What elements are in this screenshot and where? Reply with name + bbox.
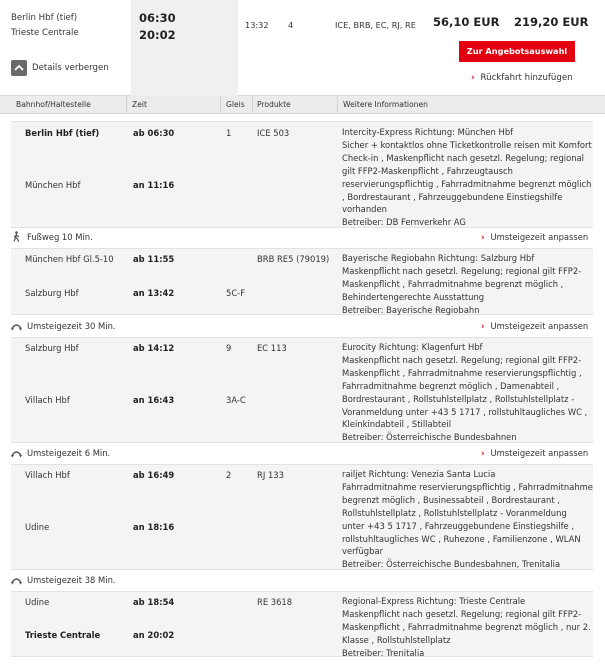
summary-products: ICE, BRB, EC, RJ, RE — [335, 20, 416, 30]
departure-time: ab 16:49 — [133, 470, 175, 480]
departure-station: Villach Hbf — [25, 470, 70, 480]
adjust-transfer-label[interactable]: Umsteigezeit anpassen — [490, 232, 589, 242]
departure-track: 9 — [226, 343, 232, 353]
info-line: Maskenpflicht nach gesetzl. Regelung; regional gilt FFP2- — [342, 354, 582, 365]
info-line: Betreiber: Österreichische Bundesbahnen, Trenitalia — [342, 559, 561, 570]
info-line: gilt FFP2-Maskenpflicht , Fahrzeugtausch — [342, 165, 513, 176]
transfer-row — [11, 444, 593, 463]
info-line: Fahrradmitnahme reservierungspflichtig , Fahrradmitnahme — [342, 481, 593, 492]
departure-station: Berlin Hbf (tief) — [25, 128, 100, 138]
info-line: Betreiber: Bayerische Regiobahn — [342, 304, 480, 315]
info-line: Kleinkindabteil , Stillabteil — [342, 419, 452, 430]
summary-arrival: 20:02 — [139, 28, 176, 42]
arrival-track: 3A-C — [226, 395, 246, 405]
transfer-row — [11, 228, 593, 247]
col-products: Produkte — [257, 100, 291, 109]
departure-station: Udine — [25, 597, 50, 607]
col-info: Weitere Informationen — [343, 100, 428, 109]
journey-leg — [11, 337, 593, 443]
train-info — [342, 341, 592, 444]
summary-changes: 4 — [288, 20, 294, 30]
connection-summary — [0, 0, 605, 96]
info-line: Voranmeldung unter +43 5 1717 , rollstuhltaugliches WC , — [342, 406, 588, 417]
add-return-link[interactable] — [471, 73, 573, 83]
info-line: Betreiber: Österreichische Bundesbahnen — [342, 432, 517, 443]
arrival-station: Villach Hbf — [25, 395, 70, 405]
info-line: vorhanden — [342, 204, 387, 215]
journey-leg — [11, 591, 593, 657]
arrival-track: 5C-F — [226, 288, 246, 298]
details-toggle-label[interactable]: Details verbergen — [32, 63, 109, 73]
transfer-label: Umsteigezeit 6 Min. — [27, 448, 111, 458]
info-line: rollstuhltaugliches WC , Ruhezone , Familienzone , WLAN — [342, 533, 581, 544]
info-line: reservierungspflichtig , Fahrradmitnahme begrenzt möglich — [342, 178, 592, 189]
transfer-icon — [11, 320, 22, 331]
adjust-transfer-link[interactable] — [481, 448, 588, 458]
summary-duration: 13:32 — [245, 20, 269, 30]
departure-time: ab 18:54 — [133, 597, 175, 607]
summary-to: Trieste Centrale — [11, 28, 79, 38]
transfer-icon — [11, 574, 22, 585]
info-line: Maskenpflicht nach gesetzl. Regelung; regional gilt FFP2- — [342, 265, 582, 276]
info-line: Maskenpflicht , Fahrradmitnahme begrenzt möglich , — [342, 278, 564, 289]
price-flex[interactable]: 56,10 EUR — [433, 15, 500, 29]
departure-station: München Hbf Gl.5-10 — [25, 254, 114, 264]
info-line: Check-in , Maskenpflicht nach gesetzl. Regelung; regional — [342, 152, 584, 163]
arrival-time: an 13:42 — [133, 288, 175, 298]
arrival-time: an 16:43 — [133, 395, 175, 405]
chevron-right-icon: › — [471, 73, 475, 83]
train-info — [342, 126, 592, 229]
info-line: Bordrestaurant , Rollstuhlstellplatz , Rollstuhlstellplatz - — [342, 393, 575, 404]
walk-icon — [11, 231, 22, 242]
arrival-station: Salzburg Hbf — [25, 288, 79, 298]
table-header — [0, 96, 605, 114]
info-line: railjet Richtung: Venezia Santa Lucia — [342, 469, 496, 479]
train-info — [342, 468, 592, 571]
journey-leg — [11, 121, 593, 228]
transfer-row — [11, 571, 593, 590]
transfer-label: Umsteigezeit 30 Min. — [27, 321, 116, 331]
info-line: Betreiber: Trenitalia — [342, 647, 425, 658]
add-return-label[interactable]: Rückfahrt hinzufügen — [480, 73, 573, 83]
info-line: unter +43 5 1717 , Fahrzeuggebundene Einstiegshilfe , — [342, 520, 575, 531]
info-line: Rollstuhlstellplatz , Rollstuhlstellplatz - Voranmeldung — [342, 507, 567, 518]
info-line: Intercity-Express Richtung: München Hbf — [342, 127, 514, 137]
arrival-station: Udine — [25, 522, 50, 532]
divider — [220, 96, 221, 114]
info-line: , Bordrestaurant , Fahrzeuggebundene Einstiegshilfe — [342, 191, 563, 202]
divider — [252, 96, 253, 114]
train-product[interactable]: RJ 133 — [257, 470, 284, 480]
info-line: Sicher + kontaktlos ohne Ticketkontrolle reisen mit Komfort — [342, 139, 592, 150]
col-station: Bahnhof/Haltestelle — [16, 100, 91, 109]
transfer-row — [11, 317, 593, 336]
journey-leg — [11, 464, 593, 570]
summary-departure: 06:30 — [139, 11, 176, 25]
departure-station: Salzburg Hbf — [25, 343, 79, 353]
train-info — [342, 595, 592, 660]
col-time: Zeit — [132, 100, 147, 109]
adjust-transfer-link[interactable] — [481, 232, 588, 242]
train-product[interactable]: BRB RE5 (79019) — [257, 254, 330, 264]
arrival-time: an 11:16 — [133, 180, 175, 190]
price-first-class[interactable]: 219,20 EUR — [514, 15, 589, 29]
info-line: Klasse , Rollstuhlstellplatz — [342, 634, 451, 645]
info-line: Maskenpflicht , Fahrradmitnahme begrenzt möglich , nur 2. — [342, 621, 591, 632]
info-line: verfügbar — [342, 546, 384, 557]
divider — [337, 96, 338, 114]
journey-leg — [11, 248, 593, 315]
info-line: Fahrradmitnahme begrenzt möglich , Damenabteil , — [342, 380, 560, 391]
transfer-label: Umsteigezeit 38 Min. — [27, 575, 116, 585]
arrival-station: Trieste Centrale — [25, 630, 101, 640]
summary-times — [131, 0, 238, 96]
arrival-time: an 20:02 — [133, 630, 175, 640]
train-product[interactable]: EC 113 — [257, 343, 287, 353]
offer-selection-button[interactable]: Zur Angebotsauswahl — [459, 41, 575, 62]
departure-time: ab 06:30 — [133, 128, 175, 138]
adjust-transfer-label[interactable]: Umsteigezeit anpassen — [490, 321, 589, 331]
departure-track: 1 — [226, 128, 232, 138]
arrival-time: an 18:16 — [133, 522, 175, 532]
chevron-right-icon: › — [481, 232, 485, 242]
info-line: Regional-Express Richtung: Trieste Centrale — [342, 596, 526, 606]
info-line: Betreiber: DB Fernverkehr AG — [342, 217, 466, 228]
col-track: Gleis — [226, 100, 245, 109]
chevron-right-icon: › — [481, 448, 485, 458]
collapse-icon[interactable] — [11, 60, 27, 76]
train-product[interactable]: ICE 503 — [257, 128, 290, 138]
train-product[interactable]: RE 3618 — [257, 597, 293, 607]
transfer-label: Fußweg 10 Min. — [27, 232, 93, 242]
transfer-icon — [11, 447, 22, 458]
info-line: begrenzt möglich , Businessabteil , Bordrestaurant , — [342, 494, 560, 505]
departure-track: 2 — [226, 470, 232, 480]
info-line: Maskenpflicht , Fahrradmitnahme reservierungspflichtig , — [342, 367, 582, 378]
chevron-right-icon: › — [481, 321, 485, 331]
adjust-transfer-label[interactable]: Umsteigezeit anpassen — [490, 448, 589, 458]
train-info — [342, 252, 592, 317]
arrival-station: München Hbf — [25, 180, 81, 190]
info-line: Bayerische Regiobahn Richtung: Salzburg Hbf — [342, 253, 535, 263]
info-line: Eurocity Richtung: Klagenfurt Hbf — [342, 342, 483, 352]
summary-from: Berlin Hbf (tief) — [11, 13, 78, 23]
summary-route — [0, 0, 131, 96]
divider — [126, 96, 127, 114]
adjust-transfer-link[interactable] — [481, 321, 588, 331]
departure-time: ab 11:55 — [133, 254, 175, 264]
departure-time: ab 14:12 — [133, 343, 175, 353]
info-line: Behindertengerechte Ausstattung — [342, 291, 485, 302]
summary-details — [238, 0, 605, 96]
info-line: Maskenpflicht nach gesetzl. Regelung; regional gilt FFP2- — [342, 608, 582, 619]
